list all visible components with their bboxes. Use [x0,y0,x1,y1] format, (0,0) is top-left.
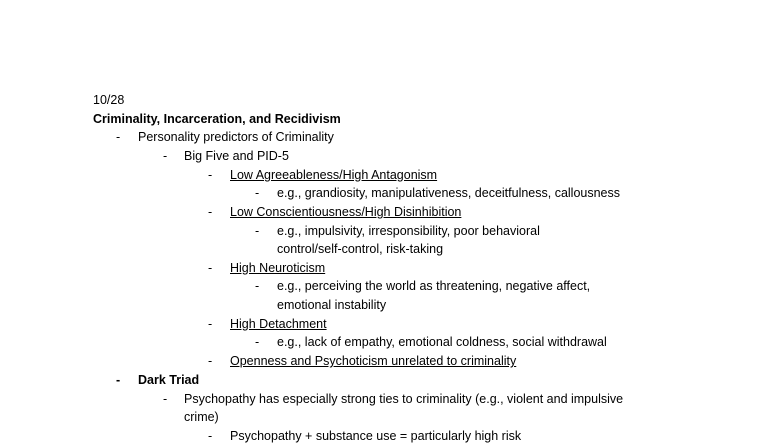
list-item-low-agreeableness-eg: e.g., grandiosity, manipulativeness, deceitfulness, callousness [277,186,621,200]
list-item-low-agreeableness: Low Agreeableness/High Antagonism [230,168,438,182]
list-item-psychopathy: Psychopathy has especially strong ties to criminality (e.g., violent and impulsive [184,392,624,406]
bullet-dash: - [116,130,121,144]
list-item-low-conscientiousness-eg: e.g., impulsivity, irresponsibility, poor behavioral [277,224,540,238]
list-item-high-detachment: High Detachment [230,317,327,331]
bullet-dash: - [163,149,168,163]
list-item-openness: Openness and Psychoticism unrelated to criminality [230,354,517,368]
bullet-dash: - [208,168,213,182]
list-item-high-neuroticism-eg: e.g., perceiving the world as threatening, negative affect, [277,279,591,293]
bullet-dash: - [208,354,213,368]
list-item-psychopathy-substance: Psychopathy + substance use = particularly high risk [230,429,522,443]
list-item-personality-predictors: Personality predictors of Criminality [138,130,334,144]
bullet-dash: - [116,373,121,387]
bullet-dash: - [255,224,260,238]
list-item-high-neuroticism: High Neuroticism [230,261,326,275]
list-item-low-conscientiousness: Low Conscientiousness/High Disinhibition [230,205,462,219]
bullet-dash: - [255,279,260,293]
bullet-dash: - [208,261,213,275]
list-item-psychopathy-cont: crime) [184,410,219,424]
list-item-high-detachment-eg: e.g., lack of empathy, emotional coldness, social withdrawal [277,335,607,349]
list-item-big-five: Big Five and PID-5 [184,149,289,163]
bullet-dash: - [208,429,213,443]
bullet-dash: - [163,392,168,406]
list-item-high-neuroticism-eg-cont: emotional instability [277,298,387,312]
bullet-dash: - [255,186,260,200]
list-item-dark-triad: Dark Triad [138,373,200,387]
bullet-dash: - [208,205,213,219]
bullet-dash: - [255,335,260,349]
date-line: 10/28 [93,93,125,107]
bullet-dash: - [208,317,213,331]
section-title: Criminality, Incarceration, and Recidivism [93,112,341,126]
list-item-low-conscientiousness-eg-cont: control/self-control, risk-taking [277,242,444,256]
